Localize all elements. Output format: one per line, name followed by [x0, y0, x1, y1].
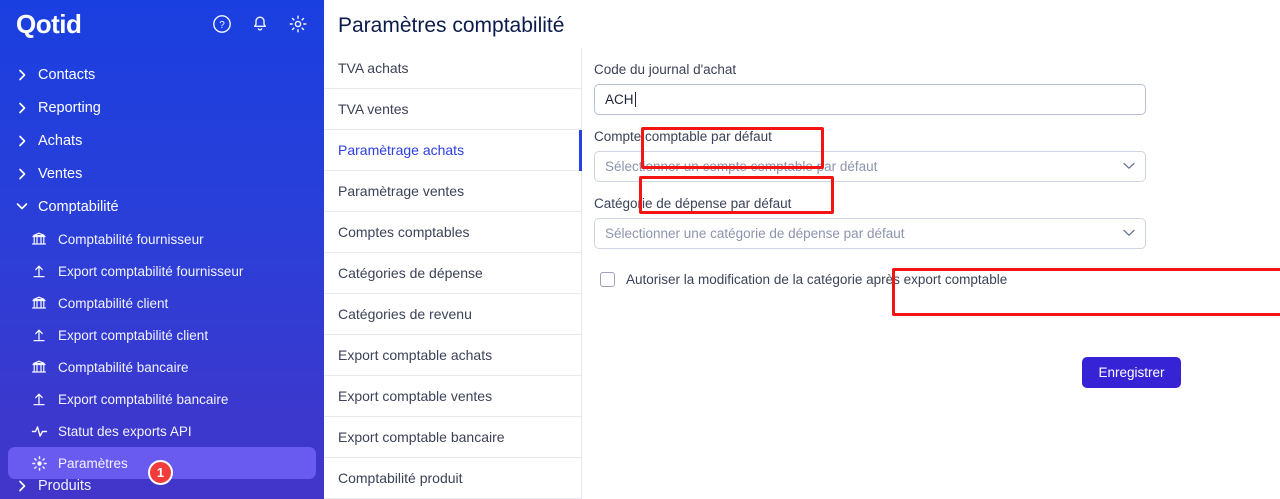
sidebar	[0, 0, 324, 499]
tab-parametrage-ventes[interactable]: Paramètrage ventes	[324, 171, 581, 212]
sidebar-item-label: Ventes	[38, 165, 83, 182]
pulse-icon	[30, 422, 48, 440]
gear-icon	[30, 454, 48, 472]
allow-modification-row	[600, 267, 1260, 291]
bank-icon	[30, 230, 48, 248]
tab-parametrage-achats[interactable]: Paramètrage achats	[324, 130, 581, 171]
sidebar-topbar	[0, 0, 324, 48]
sidebar-subitem-label: Comptabilité bancaire	[58, 359, 189, 375]
bank-icon	[30, 358, 48, 376]
sidebar-item-export-comptabilite-client[interactable]	[0, 319, 324, 351]
allow-modification-checkbox[interactable]	[600, 272, 615, 287]
sidebar-item-export-comptabilite-fournisseur[interactable]	[0, 255, 324, 287]
help-icon[interactable]	[212, 14, 232, 34]
sidebar-item-label: Reporting	[38, 99, 101, 116]
sidebar-subitem-label: Export comptabilité bancaire	[58, 391, 229, 407]
field-default-expense-category	[594, 196, 1260, 249]
app-logo[interactable]: Qotid	[16, 8, 82, 39]
settings-content	[324, 48, 1280, 499]
field-default-account	[594, 129, 1260, 182]
tab-tva-achats[interactable]: TVA achats	[324, 48, 581, 89]
save-button[interactable]: Enregistrer	[1082, 357, 1181, 388]
default-expense-category-label: Catégorie de dépense par défaut	[594, 196, 792, 211]
sidebar-subitem-label: Export comptabilité client	[58, 327, 209, 343]
chevron-right-icon	[14, 133, 30, 149]
tab-categories-de-revenu[interactable]: Catégories de revenu	[324, 294, 581, 335]
sidebar-item-label: Contacts	[38, 66, 96, 83]
export-icon	[30, 262, 48, 280]
sidebar-item-comptabilite-fournisseur[interactable]	[0, 223, 324, 255]
chevron-down-icon	[1123, 161, 1135, 173]
tab-categories-de-depense[interactable]: Catégories de dépense	[324, 253, 581, 294]
sidebar-item-export-comptabilite-bancaire[interactable]	[0, 383, 324, 415]
default-account-label: Compte comptable par défaut	[594, 129, 772, 144]
chevron-right-icon	[14, 100, 30, 116]
bank-icon	[30, 294, 48, 312]
sidebar-subitem-label: Statut des exports API	[58, 423, 192, 439]
sidebar-item-ventes[interactable]	[0, 157, 324, 190]
field-journal-code	[594, 62, 1260, 115]
annotation-badge-1: 1	[148, 460, 173, 485]
tab-tva-ventes[interactable]: TVA ventes	[324, 89, 581, 130]
chevron-down-icon	[1123, 228, 1135, 240]
sidebar-subitem-label: Export comptabilité fournisseur	[58, 263, 244, 279]
settings-tab-list	[324, 48, 582, 499]
journal-code-value: ACH	[605, 92, 634, 107]
main-panel	[324, 0, 1280, 499]
chevron-down-icon	[14, 199, 30, 215]
sidebar-subitem-label: Comptabilité fournisseur	[58, 231, 204, 247]
sidebar-item-label: Produits	[38, 479, 92, 493]
tab-export-comptable-bancaire[interactable]: Export comptable bancaire	[324, 417, 581, 458]
sidebar-item-label: Comptabilité	[38, 198, 119, 215]
settings-form	[582, 48, 1280, 499]
sidebar-item-contacts[interactable]	[0, 58, 324, 91]
export-icon	[30, 326, 48, 344]
sidebar-nav	[0, 58, 324, 493]
svg-text:?: ?	[219, 20, 225, 31]
default-account-select[interactable]	[594, 151, 1146, 182]
text-caret	[635, 92, 636, 107]
default-expense-category-select[interactable]	[594, 218, 1146, 249]
chevron-right-icon	[14, 166, 30, 182]
tab-comptes-comptables[interactable]: Comptes comptables	[324, 212, 581, 253]
sidebar-item-comptabilite-client[interactable]	[0, 287, 324, 319]
sidebar-subitem-label: Comptabilité client	[58, 295, 169, 311]
sidebar-item-reporting[interactable]	[0, 91, 324, 124]
sidebar-item-statut-exports-api[interactable]	[0, 415, 324, 447]
default-expense-category-placeholder: Sélectionner une catégorie de dépense par défaut	[605, 226, 905, 241]
sidebar-item-achats[interactable]	[0, 124, 324, 157]
sidebar-item-comptabilite[interactable]	[0, 190, 324, 223]
allow-modification-label: Autoriser la modification de la catégorie après export comptable	[626, 271, 1008, 287]
default-account-placeholder: Sélectionner un compte comptable par défaut	[605, 159, 878, 174]
page-title: Paramètres comptabilité	[338, 14, 565, 37]
journal-code-input[interactable]	[594, 84, 1146, 115]
chevron-right-icon	[14, 67, 30, 83]
sidebar-top-icons	[212, 14, 308, 34]
tab-comptabilite-produit[interactable]: Comptabilité produit	[324, 458, 581, 499]
export-icon	[30, 390, 48, 408]
sidebar-item-comptabilite-bancaire[interactable]	[0, 351, 324, 383]
journal-code-label: Code du journal d'achat	[594, 62, 737, 77]
gear-icon[interactable]	[288, 14, 308, 34]
sidebar-item-label: Achats	[38, 132, 83, 149]
bell-icon[interactable]	[250, 14, 270, 34]
tab-export-comptable-ventes[interactable]: Export comptable ventes	[324, 376, 581, 417]
chevron-right-icon	[14, 479, 30, 493]
sidebar-subitem-label: Paramètres	[58, 455, 128, 471]
tab-export-comptable-achats[interactable]: Export comptable achats	[324, 335, 581, 376]
